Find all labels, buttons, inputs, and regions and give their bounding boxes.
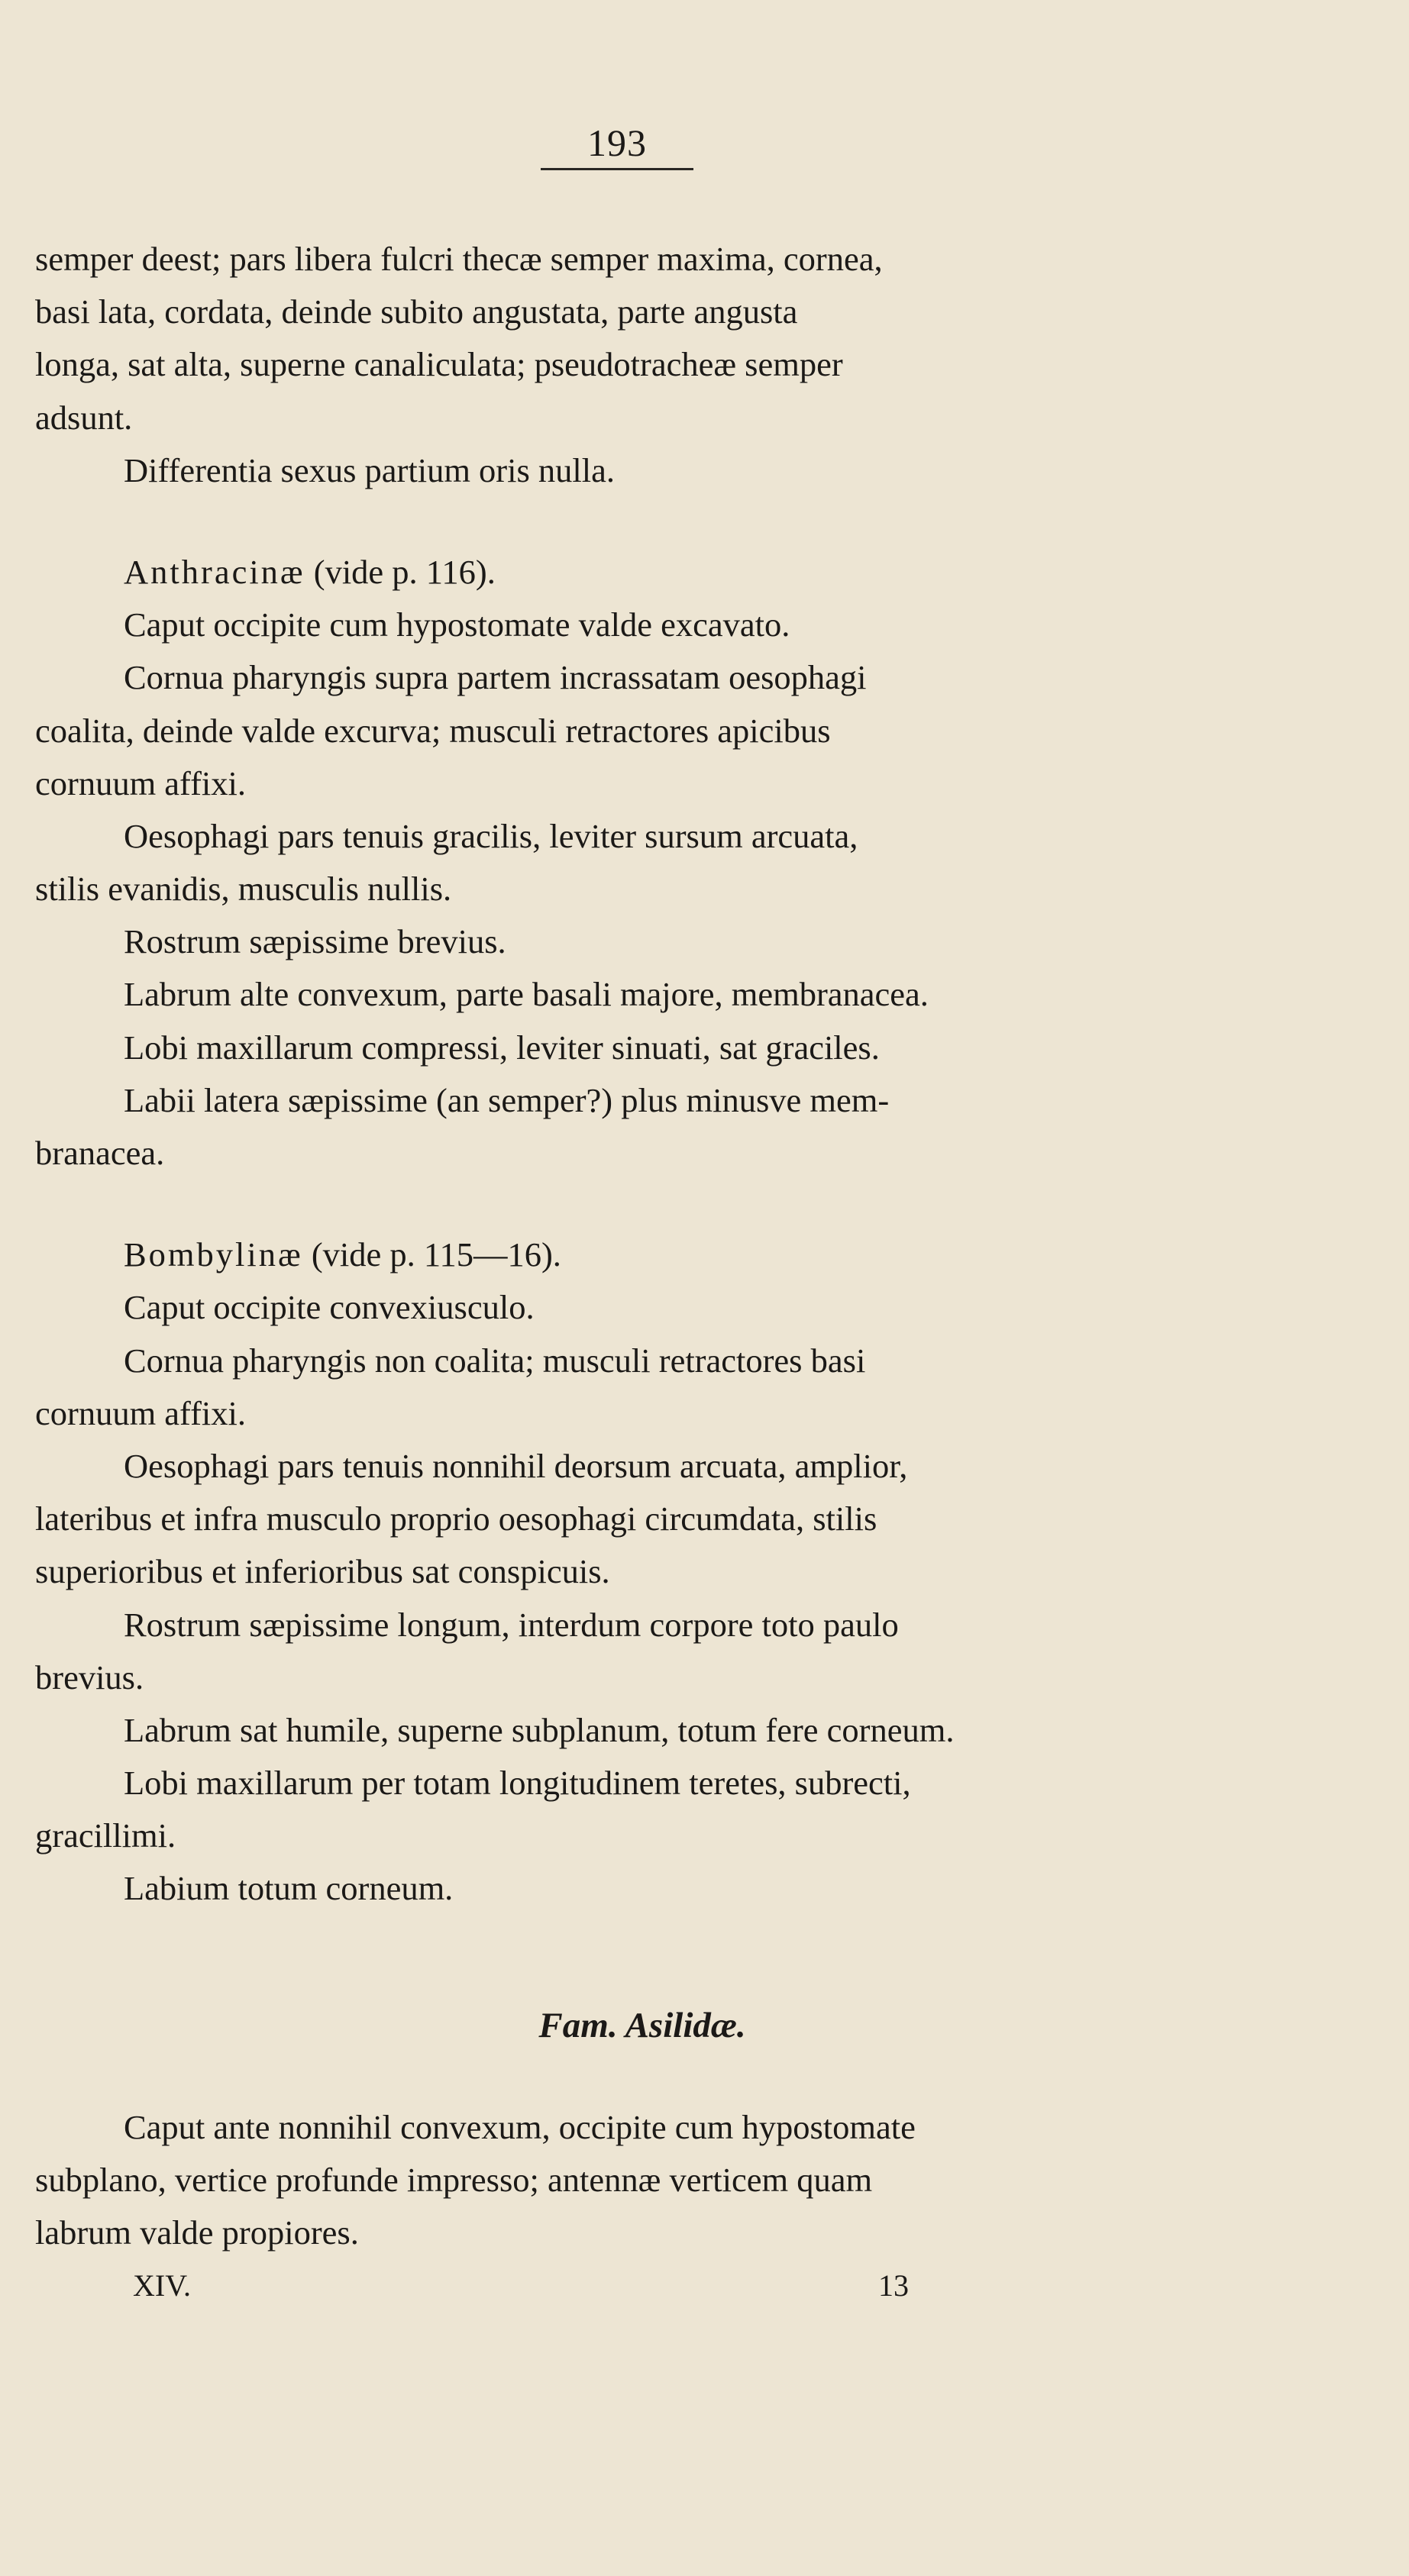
text-line: Labrum sat humile, superne subplanum, totum fere corneum. [124,1710,955,1749]
printer-signature [35,2259,1196,2312]
text-line: Rostrum sæpissime longum, interdum corpore toto paulo [124,1605,899,1644]
text-line: stilis evanidis, musculis nullis. [35,870,452,909]
text-line: Cornua pharyngis non coalita; musculi retractores basi [124,1341,866,1380]
section-title: Anthracinæ [124,552,305,591]
text-line: Labrum alte convexum, parte basali majore, membranacea. [124,975,929,1014]
text-line: Cornua pharyngis supra partem incrassatam oesophagi [124,658,867,697]
text-line: Differentia sexus partium oris nulla. [124,450,616,489]
text-line: Labii latera sæpissime (an semper?) plus minusve mem- [124,1080,890,1119]
text-line: semper deest; pars libera fulcri thecæ semper maxima, cornea, [35,240,883,278]
text-line: basi lata, cordata, deinde subito angustata, parte angusta [35,292,798,331]
text-line: Caput ante nonnihil convexum, occipite cum hypostomate [124,2107,916,2146]
text-line: longa, sat alta, superne canaliculata; pseudotracheæ semper [35,345,843,384]
section-reference: (vide p. 116). [305,552,496,591]
paragraph-gap [35,497,1196,546]
family-heading: Fam. Asilidæ. [538,2005,746,2045]
page-number: 193 [541,121,693,170]
text-line: Caput occipite cum hypostomate valde excavato. [124,605,790,644]
text-line: Oesophagi pars tenuis gracilis, leviter sursum arcuata, [124,816,858,855]
text-line: superioribus et inferioribus sat conspicuis. [35,1552,610,1591]
text-line: adsunt. [35,398,133,437]
section-heading-anthracinae [35,546,1196,599]
text-line: brevius. [35,1658,144,1696]
text-line: Lobi maxillarum per totam longitudinem teretes, subrecti, [124,1764,911,1803]
body-text [35,233,1196,2313]
text-line: branacea. [35,1134,165,1172]
text-line: Oesophagi pars tenuis nonnihil deorsum arcuata, amplior, [124,1446,908,1485]
section-reference: (vide p. 115—16). [302,1235,561,1274]
volume-mark: XIV. [133,2268,191,2303]
text-line: Lobi maxillarum compressi, leviter sinuati, sat graciles. [124,1028,880,1067]
text-line: gracillimi. [35,1816,176,1855]
text-line: lateribus et infra musculo proprio oesophagi circumdata, stilis [35,1499,877,1538]
text-line: cornuum affixi. [35,763,246,802]
paragraph-gap [35,2052,1196,2101]
sheet-number: 13 [877,2268,909,2303]
text-line: labrum valde propiores. [35,2213,359,2252]
text-line: Labium totum corneum. [124,1869,454,1908]
paragraph-gap [35,1180,1196,1228]
paragraph-gap [35,1916,1196,2000]
text-line: cornuum affixi. [35,1393,246,1432]
text-line: coalita, deinde valde excurva; musculi retractores apicibus [35,711,831,750]
text-line: Caput occipite convexiusculo. [124,1288,535,1327]
section-title: Bombylinæ [124,1235,303,1274]
text-line: subplano, vertice profunde impresso; antennæ verticem quam [35,2161,873,2199]
section-heading-bombylinae [35,1228,1196,1281]
text-line: Rostrum sæpissime brevius. [124,922,506,961]
